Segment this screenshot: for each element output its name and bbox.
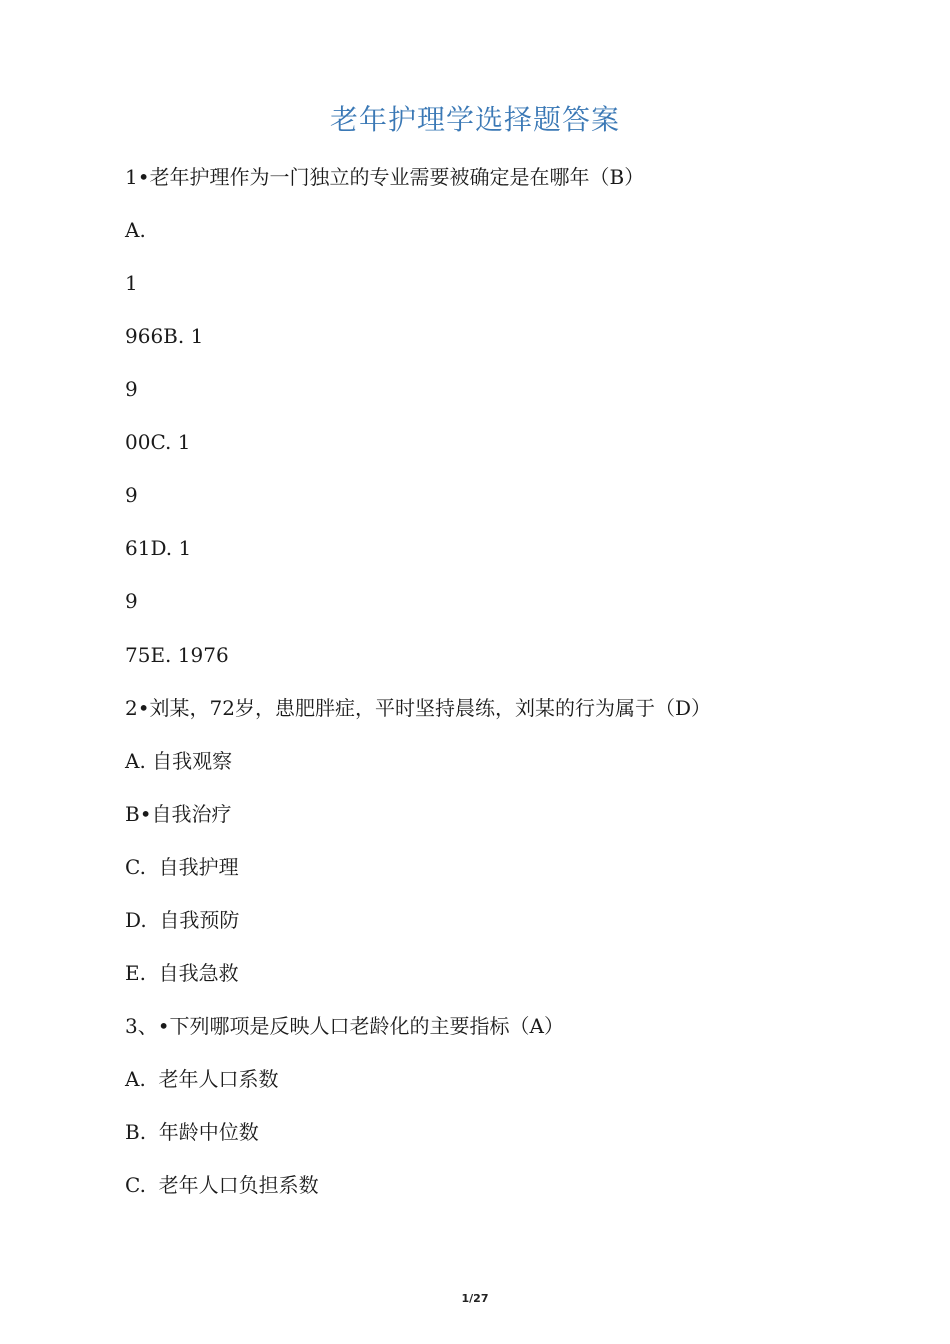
option-line: 75E. 1976 [125, 643, 229, 667]
option-line: 00C. 1 [125, 430, 191, 454]
document-title: 老年护理学选择题答案 [329, 103, 620, 136]
option-line: 1 [125, 271, 138, 295]
option-line: A. [125, 218, 146, 242]
option-c: C. 老年人口负担系数 [125, 1173, 319, 1197]
option-line: 9 [125, 589, 138, 613]
option-line: 9 [125, 483, 138, 507]
option-line: 9 [125, 377, 138, 401]
question-2: 2•刘某，72岁，患肥胖症，平时坚持晨练，刘某的行为属于（D） [125, 696, 712, 720]
page-number: 1/27 [461, 1292, 489, 1305]
option-a: A. 老年人口系数 [125, 1067, 279, 1091]
option-line: 61D. 1 [125, 536, 192, 560]
question-3: 3、•下列哪项是反映人口老龄化的主要指标（A） [125, 1014, 564, 1038]
option-a: A. 自我观察 [125, 749, 233, 773]
option-d: D. 自我预防 [125, 908, 240, 932]
option-line: 966B. 1 [125, 324, 204, 348]
option-c: C. 自我护理 [125, 855, 239, 879]
option-b: B•自我治疗 [125, 802, 232, 826]
option-e: E. 自我急救 [125, 961, 239, 985]
option-b: B. 年龄中位数 [125, 1120, 259, 1144]
question-1: 1•老年护理作为一门独立的专业需要被确定是在哪年（B） [125, 165, 645, 189]
